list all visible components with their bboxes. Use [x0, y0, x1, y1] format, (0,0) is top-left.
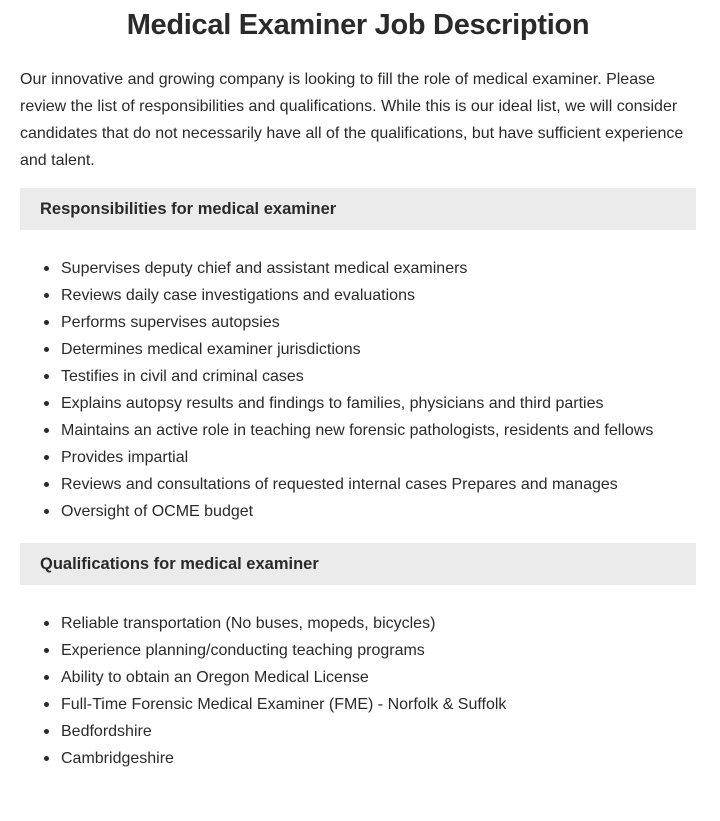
list-item: Cambridgeshire	[20, 745, 696, 772]
list-item: Full-Time Forensic Medical Examiner (FME) - Norfolk & Suffolk	[20, 691, 696, 718]
list-item: Ability to obtain an Oregon Medical License	[20, 664, 696, 691]
list-item: Explains autopsy results and findings to families, physicians and third parties	[20, 390, 696, 417]
section-header-responsibilities	[20, 188, 696, 230]
list-item: Provides impartial	[20, 444, 696, 471]
page-title: Medical Examiner Job Description	[126, 9, 590, 41]
list-item: Bedfordshire	[20, 718, 696, 745]
qualifications-list	[20, 610, 696, 772]
section-header-qualifications	[20, 543, 696, 585]
document-page	[0, 8, 720, 772]
intro-paragraph: Our innovative and growing company is looking to fill the role of medical examiner. Please review the list of responsibilities and qualifications. While this is our ideal list, we will consider candidates that do not necessarily have all of the qualifications, but have sufficient experience and talent.	[20, 71, 684, 169]
section-heading-text: Responsibilities for medical examiner	[40, 199, 337, 218]
section-heading-text: Qualifications for medical examiner	[40, 554, 319, 573]
list-item: Testifies in civil and criminal cases	[20, 363, 696, 390]
responsibilities-list	[20, 255, 696, 525]
list-item: Reviews daily case investigations and evaluations	[20, 282, 696, 309]
list-item: Reviews and consultations of requested internal cases Prepares and manages	[20, 471, 696, 498]
list-item: Performs supervises autopsies	[20, 309, 696, 336]
list-item: Oversight of OCME budget	[20, 498, 696, 525]
list-item: Reliable transportation (No buses, mopeds, bicycles)	[20, 610, 696, 637]
list-item: Supervises deputy chief and assistant medical examiners	[20, 255, 696, 282]
list-item: Maintains an active role in teaching new forensic pathologists, residents and fellows	[20, 417, 696, 444]
list-item: Determines medical examiner jurisdictions	[20, 336, 696, 363]
list-item: Experience planning/conducting teaching programs	[20, 637, 696, 664]
